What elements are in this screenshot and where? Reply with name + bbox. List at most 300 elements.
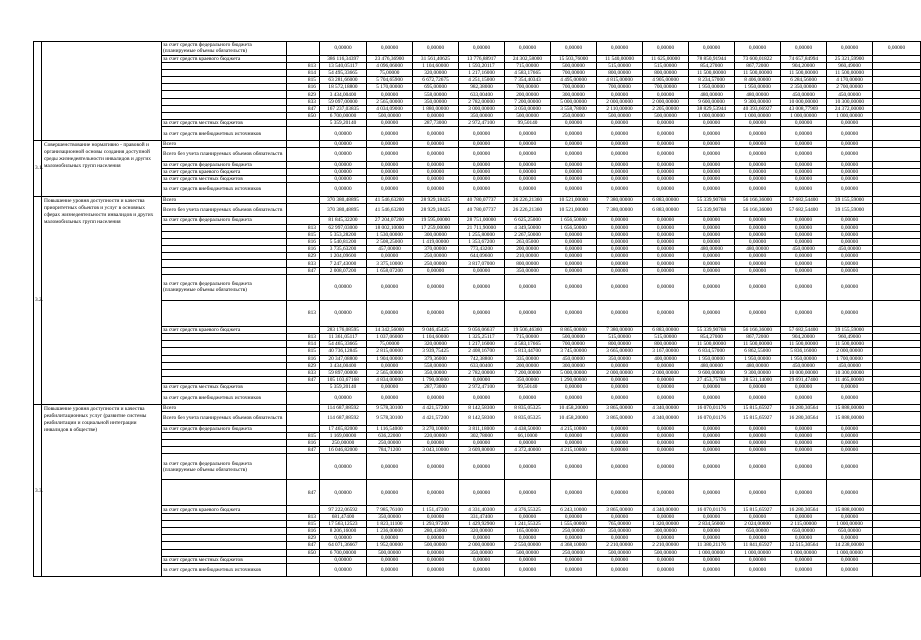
table-row (34, 384, 921, 391)
amount-cell: 73 600,01822 (735, 55, 781, 62)
funding-source-label: за счет средств федерального бюджета (планируемые объемы обязательств) (162, 274, 287, 300)
amount-cell: 0,00000 (597, 231, 643, 238)
amount-cell: 0,00000 (367, 391, 413, 405)
amount-cell: 3 434,00400 (320, 91, 367, 98)
amount-cell: 370 380,48895 (320, 203, 367, 217)
amount-cell: 0,00000 (689, 140, 735, 147)
amount-cell: 16 070,01176 (689, 412, 735, 426)
amount-cell (873, 535, 921, 542)
amount-cell: 350,00000 (597, 528, 643, 535)
amount-cell: 4 215,10000 (551, 425, 597, 432)
amount-cell: 300,00000 (551, 362, 597, 369)
amount-cell: 28 531,14000 (735, 377, 781, 384)
amount-cell: 515,00000 (597, 334, 643, 341)
amount-cell: 2 000,00000 (597, 369, 643, 376)
amount-cell: 1 656,50000 (551, 224, 597, 231)
amount-cell: 0,00000 (413, 175, 459, 182)
amount-cell: 5 704,65900 (367, 77, 413, 84)
amount-cell: 0,00000 (367, 161, 413, 168)
amount-cell: 15 815,65927 (735, 405, 781, 412)
amount-cell: 28 929,18425 (413, 203, 459, 217)
amount-cell: 0,00000 (827, 175, 873, 182)
table-row (34, 113, 921, 120)
amount-cell: 867,72000 (735, 62, 781, 69)
amount-cell: 0,00000 (827, 168, 873, 175)
amount-cell: 1 000,00000 (689, 113, 735, 120)
funding-source-label (162, 549, 287, 556)
amount-cell: 0,00000 (367, 91, 413, 98)
amount-cell: 59 097,00000 (320, 98, 367, 105)
amount-cell: 250,00000 (367, 440, 413, 447)
amount-cell: 7 985,76100 (367, 506, 413, 513)
amount-cell: 0,00000 (781, 563, 827, 577)
amount-cell: 3 270,10000 (413, 425, 459, 432)
budget-code: 816 (287, 440, 320, 447)
budget-code: 847 (287, 105, 320, 112)
amount-cell: 0,00000 (413, 480, 459, 506)
amount-cell (873, 253, 921, 260)
amount-cell: 114 687,88592 (320, 412, 367, 426)
funding-source-label: за счет средств внебюджетных источников (162, 391, 287, 405)
amount-cell: 0,00000 (689, 535, 735, 542)
budget-code: 813 (287, 513, 320, 520)
table-row (34, 447, 921, 454)
funding-source-label: за счет средств федерального бюджета (162, 161, 287, 168)
table-row (34, 161, 921, 168)
amount-cell: 0,00000 (597, 267, 643, 274)
funding-source-label: за счет средств внебюджетных источников (162, 127, 287, 141)
amount-cell: 0,00000 (551, 535, 597, 542)
amount-cell: 500,00000 (551, 334, 597, 341)
amount-cell (873, 300, 921, 326)
budget-code (287, 120, 320, 127)
amount-cell (873, 447, 921, 454)
section-name (42, 42, 162, 141)
amount-cell (873, 161, 921, 168)
amount-cell (873, 91, 921, 98)
amount-cell: 1 290,00000 (551, 377, 597, 384)
amount-cell: 500,00000 (643, 113, 689, 120)
amount-cell: 10 458,20000 (551, 405, 597, 412)
amount-cell: 14 342,56000 (367, 326, 413, 333)
amount-cell: 904,20000 (781, 334, 827, 341)
amount-cell: 2 565,00000 (367, 98, 413, 105)
amount-cell: 0,00000 (781, 231, 827, 238)
amount-cell: 695,00000 (413, 84, 459, 91)
amount-cell: 10 521,00000 (551, 203, 597, 217)
amount-cell: 0,00000 (505, 274, 551, 300)
amount-cell: 0,00000 (551, 454, 597, 480)
amount-cell: 0,00000 (551, 246, 597, 253)
amount-cell: 78 850,91944 (689, 55, 735, 62)
amount-cell: 6 700,00000 (320, 549, 367, 556)
amount-cell: 9 600,00000 (689, 369, 735, 376)
amount-cell: 0,00000 (551, 440, 597, 447)
amount-cell: 9 300,00000 (735, 98, 781, 105)
amount-cell: 0,00000 (459, 391, 505, 405)
amount-cell: 4 905,00000 (643, 77, 689, 84)
amount-cell: 1 151,47200 (413, 506, 459, 513)
amount-cell: 320,00000 (413, 341, 459, 348)
amount-cell: 0,00000 (505, 168, 551, 175)
amount-cell: 2 550,00000 (505, 542, 551, 549)
amount-cell: 0,00000 (689, 391, 735, 405)
amount-cell: 0,00000 (781, 217, 827, 224)
amount-cell: 0,00000 (689, 384, 735, 391)
amount-cell: 99,50140 (505, 384, 551, 391)
amount-cell: 1 950,00000 (735, 84, 781, 91)
funding-source-label (162, 224, 287, 231)
amount-cell: 500,00000 (413, 542, 459, 549)
amount-cell: 2 972,47100 (459, 384, 505, 391)
amount-cell: 6 883,00000 (643, 196, 689, 203)
amount-cell (873, 506, 921, 513)
amount-cell: 0,00000 (597, 140, 643, 147)
amount-cell: 0,00000 (551, 253, 597, 260)
budget-code: 815 (287, 231, 320, 238)
amount-cell: 700,00000 (551, 69, 597, 76)
amount-cell: 31 561,40625 (413, 55, 459, 62)
amount-cell: 11 380,21176 (689, 542, 735, 549)
amount-cell: 0,00000 (827, 432, 873, 439)
amount-cell: 650,00000 (827, 528, 873, 535)
amount-cell: 29 691,47400 (781, 377, 827, 384)
amount-cell: 0,00000 (827, 238, 873, 245)
amount-cell: 11 625,00000 (643, 55, 689, 62)
amount-cell: 0,00000 (735, 161, 781, 168)
amount-cell: 11 500,00000 (781, 341, 827, 348)
funding-source-label (162, 513, 287, 520)
amount-cell: 0,00000 (413, 42, 459, 56)
amount-cell: 4 368,10000 (551, 542, 597, 549)
amount-cell: 1 950,00000 (689, 355, 735, 362)
funding-source-label: за счет средств местных бюджетов (162, 556, 287, 563)
amount-cell: 0,00000 (735, 127, 781, 141)
amount-cell: 10 000,00000 (781, 369, 827, 376)
amount-cell: 13 540,05117 (320, 62, 367, 69)
section-name: Совершенствование нормативно - правовой и организационной основы создания доступной среды жизнедеятельности инвалидов и других маломобильных групп населения (42, 140, 162, 196)
amount-cell: 0,00000 (551, 267, 597, 274)
table-row (34, 260, 921, 267)
amount-cell: 1 530,00000 (367, 231, 413, 238)
amount-cell: 3 865,00000 (597, 405, 643, 412)
amount-cell: 0,00000 (413, 168, 459, 175)
amount-cell: 904,20000 (781, 62, 827, 69)
amount-cell: 800,00000 (505, 260, 551, 267)
amount-cell: 335,00000 (505, 355, 551, 362)
amount-cell: 350,00000 (597, 355, 643, 362)
amount-cell: 0,00000 (643, 556, 689, 563)
amount-cell: 24 302,58000 (505, 55, 551, 62)
amount-cell: 0,00000 (643, 274, 689, 300)
amount-cell: 9 578,30100 (367, 405, 413, 412)
section-number: 3.2. (34, 196, 42, 404)
amount-cell: 0,00000 (320, 183, 367, 197)
budget-code: 815 (287, 520, 320, 527)
amount-cell: 0,00000 (689, 454, 735, 480)
amount-cell: 0,00000 (597, 224, 643, 231)
amount-cell (873, 77, 921, 84)
budget-code (287, 161, 320, 168)
section-number: 3.3. (34, 405, 42, 577)
table-row (34, 341, 921, 348)
funding-source-label (162, 377, 287, 384)
table-row (34, 412, 921, 426)
amount-cell: 0,00000 (781, 440, 827, 447)
amount-cell: 0,00000 (597, 120, 643, 127)
amount-cell: 11 841,65927 (735, 542, 781, 549)
amount-cell: 0,00000 (689, 480, 735, 506)
table-row (34, 425, 921, 432)
amount-cell: 5 813,44700 (505, 348, 551, 355)
amount-cell: 0,00000 (827, 183, 873, 197)
budget-code (287, 384, 320, 391)
amount-cell: 0,00000 (781, 267, 827, 274)
amount-cell: 56 166,36000 (735, 326, 781, 333)
amount-cell: 0,00000 (735, 224, 781, 231)
funding-source-label: Всего без учета планируемых объемов обязательств (162, 412, 287, 426)
amount-cell: 0,00000 (735, 391, 781, 405)
amount-cell: 0,00000 (367, 454, 413, 480)
amount-cell: 16 280,30564 (781, 412, 827, 426)
amount-cell: 0,00000 (643, 238, 689, 245)
amount-cell: 7 354,40343 (505, 77, 551, 84)
amount-cell: 1 204,09600 (320, 253, 367, 260)
amount-cell: 450,00000 (781, 246, 827, 253)
amount-cell: 26 226,21360 (505, 196, 551, 203)
amount-cell: 0,00000 (505, 391, 551, 405)
amount-cell (873, 148, 921, 162)
amount-cell: 2 000,00000 (827, 348, 873, 355)
funding-source-label: Всего (162, 405, 287, 412)
amount-cell: 1 952,00000 (367, 542, 413, 549)
amount-cell: 59 897,00000 (320, 369, 367, 376)
budget-code (287, 203, 320, 217)
amount-cell: 0,00000 (781, 260, 827, 267)
amount-cell: 370 380,48895 (320, 196, 367, 203)
table-row (34, 556, 921, 563)
amount-cell: 2 508,25000 (367, 238, 413, 245)
amount-cell: 11 500,00000 (827, 341, 873, 348)
table-row (34, 326, 921, 333)
amount-cell (873, 362, 921, 369)
amount-cell: 0,00000 (827, 217, 873, 224)
amount-cell: 0,00000 (367, 148, 413, 162)
amount-cell: 0,00000 (367, 120, 413, 127)
amount-cell: 39 155,59000 (827, 203, 873, 217)
amount-cell: 0,00000 (643, 300, 689, 326)
amount-cell: 0,00000 (827, 391, 873, 405)
amount-cell: 0,00000 (873, 42, 921, 56)
amount-cell: 0,00000 (459, 556, 505, 563)
amount-cell: 350,00000 (459, 549, 505, 556)
budget-code: 816 (287, 355, 320, 362)
amount-cell: 0,00000 (551, 300, 597, 326)
amount-cell: 0,00000 (459, 42, 505, 56)
amount-cell: 39 155,59000 (827, 196, 873, 203)
amount-cell: 57 682,54400 (781, 203, 827, 217)
amount-cell: 0,00000 (735, 253, 781, 260)
amount-cell: 0,00000 (413, 148, 459, 162)
amount-cell: 6 883,00000 (643, 203, 689, 217)
amount-cell: 6 625,25000 (505, 217, 551, 224)
amount-cell: 4 340,00000 (643, 506, 689, 513)
amount-cell: 0,00000 (689, 238, 735, 245)
budget-code: 815 (287, 77, 320, 84)
amount-cell: 1 241,55325 (505, 520, 551, 527)
amount-cell: 18 002,10000 (367, 224, 413, 231)
amount-cell: 3 558,78000 (551, 105, 597, 112)
amount-cell: 0,00000 (689, 120, 735, 127)
amount-cell: 10 521,00000 (551, 196, 597, 203)
amount-cell: 0,00000 (413, 549, 459, 556)
budget-code: 815 (287, 432, 320, 439)
amount-cell: 0,00000 (781, 480, 827, 506)
amount-cell: 0,00000 (735, 274, 781, 300)
budget-code: 816 (287, 238, 320, 245)
amount-cell (873, 246, 921, 253)
amount-cell: 0,00000 (827, 224, 873, 231)
amount-cell: 97 222,06592 (320, 506, 367, 513)
table-row (34, 77, 921, 84)
amount-cell: 17 563,12523 (320, 520, 367, 527)
amount-cell: 0,00000 (781, 556, 827, 563)
funding-source-label (162, 542, 287, 549)
amount-cell: 0,00000 (413, 391, 459, 405)
amount-cell: 25 321,59900 (827, 55, 873, 62)
amount-cell: 0,00000 (459, 480, 505, 506)
amount-cell: 0,00000 (689, 175, 735, 182)
table-row (34, 480, 921, 506)
amount-cell: 2 115,00000 (781, 520, 827, 527)
table-row (34, 563, 921, 577)
amount-cell: 1 116,54000 (367, 425, 413, 432)
amount-cell: 0,00000 (643, 454, 689, 480)
amount-cell: 0,00000 (597, 440, 643, 447)
amount-cell: 14 238,00000 (827, 542, 873, 549)
amount-cell: 0,00000 (551, 513, 597, 520)
amount-cell: 0,00000 (781, 42, 827, 56)
section-name: Повышение уровня доступности и качества реабилитационных услуг (развитие системы реабилитации и социальной интеграции инвалидов в обществе) (42, 405, 162, 577)
amount-cell: 867,72000 (735, 334, 781, 341)
amount-cell: 3 939,75425 (413, 348, 459, 355)
amount-cell: 650,00000 (781, 528, 827, 535)
amount-cell: 287,73000 (413, 120, 459, 127)
amount-cell: 0,00000 (827, 253, 873, 260)
amount-cell: 500,00000 (643, 549, 689, 556)
amount-cell: 0,00000 (597, 362, 643, 369)
funding-source-label (162, 528, 287, 535)
budget-code (287, 563, 320, 577)
amount-cell: 0,00000 (689, 217, 735, 224)
budget-code (287, 506, 320, 513)
amount-cell: 0,00000 (827, 274, 873, 300)
amount-cell: 0,00000 (551, 231, 597, 238)
amount-cell: 450,00000 (781, 362, 827, 369)
amount-cell: 8 142,58300 (459, 412, 505, 426)
amount-cell: 0,00000 (689, 168, 735, 175)
amount-cell: 2 000,00000 (459, 542, 505, 549)
amount-cell: 0,00000 (505, 513, 551, 520)
amount-cell: 16 070,01176 (689, 506, 735, 513)
amount-cell: 2 350,00000 (781, 84, 827, 91)
amount-cell: 0,00000 (643, 377, 689, 384)
amount-cell: 0,00000 (551, 42, 597, 56)
funding-source-label: за счет средств краевого бюджета (162, 506, 287, 513)
amount-cell: 0,00000 (781, 391, 827, 405)
amount-cell: 210,00000 (505, 253, 551, 260)
amount-cell (873, 84, 921, 91)
amount-cell: 0,00000 (735, 120, 781, 127)
amount-cell: 0,00000 (551, 140, 597, 147)
amount-cell (873, 267, 921, 274)
amount-cell: 0,00000 (459, 440, 505, 447)
amount-cell: 0,00000 (413, 127, 459, 141)
amount-cell: 3 665,00000 (597, 348, 643, 355)
amount-cell: 7 247,43000 (320, 260, 367, 267)
amount-cell: 0,00000 (367, 253, 413, 260)
amount-cell: 0,00000 (781, 140, 827, 147)
table-row (34, 405, 921, 412)
amount-cell (873, 55, 921, 62)
amount-cell: 38 829,53944 (689, 105, 735, 112)
amount-cell (873, 203, 921, 217)
amount-cell: 715,00000 (505, 62, 551, 69)
amount-cell: 302,78000 (459, 432, 505, 439)
amount-cell: 15 888,00000 (827, 405, 873, 412)
funding-source-label: за счет средств краевого бюджета (162, 168, 287, 175)
amount-cell: 1 000,00000 (827, 549, 873, 556)
amount-cell: 8 406,00000 (735, 77, 781, 84)
amount-cell: 0,00000 (413, 140, 459, 147)
amount-cell: 0,00000 (320, 140, 367, 147)
budget-code: 813 (287, 224, 320, 231)
amount-cell: 0,00000 (643, 447, 689, 454)
amount-cell: 500,00000 (505, 549, 551, 556)
amount-cell: 0,00000 (735, 148, 781, 162)
amount-cell: 0,00000 (505, 161, 551, 168)
amount-cell: 480,00000 (689, 91, 735, 98)
amount-cell: 0,00000 (735, 480, 781, 506)
amount-cell: 0,00000 (643, 217, 689, 224)
table-row (34, 231, 921, 238)
amount-cell: 5 359,20140 (320, 384, 367, 391)
amount-cell: 15 888,00000 (827, 506, 873, 513)
funding-source-label: за счет средств краевого бюджета (162, 326, 287, 333)
amount-cell: 0,00000 (781, 238, 827, 245)
amount-cell: 0,00000 (735, 556, 781, 563)
amount-cell: 27 453,75768 (689, 377, 735, 384)
amount-cell: 0,00000 (413, 161, 459, 168)
amount-cell: 0,00000 (459, 535, 505, 542)
table-row (34, 348, 921, 355)
funding-source-label (162, 267, 287, 274)
amount-cell: 5 000,00000 (551, 369, 597, 376)
amount-cell (873, 274, 921, 300)
amount-cell: 0,00000 (597, 260, 643, 267)
amount-cell: 960,49000 (827, 334, 873, 341)
amount-cell: 800,00000 (643, 341, 689, 348)
amount-cell: 350,00000 (459, 113, 505, 120)
amount-cell: 1 555,00000 (551, 520, 597, 527)
funding-source-label (162, 98, 287, 105)
budget-code: 829 (287, 362, 320, 369)
amount-cell: 0,00000 (320, 161, 367, 168)
table-row (34, 528, 921, 535)
amount-cell: 11 500,00000 (827, 69, 873, 76)
amount-cell: 6 883,00000 (643, 326, 689, 333)
amount-cell: 0,00000 (643, 91, 689, 98)
